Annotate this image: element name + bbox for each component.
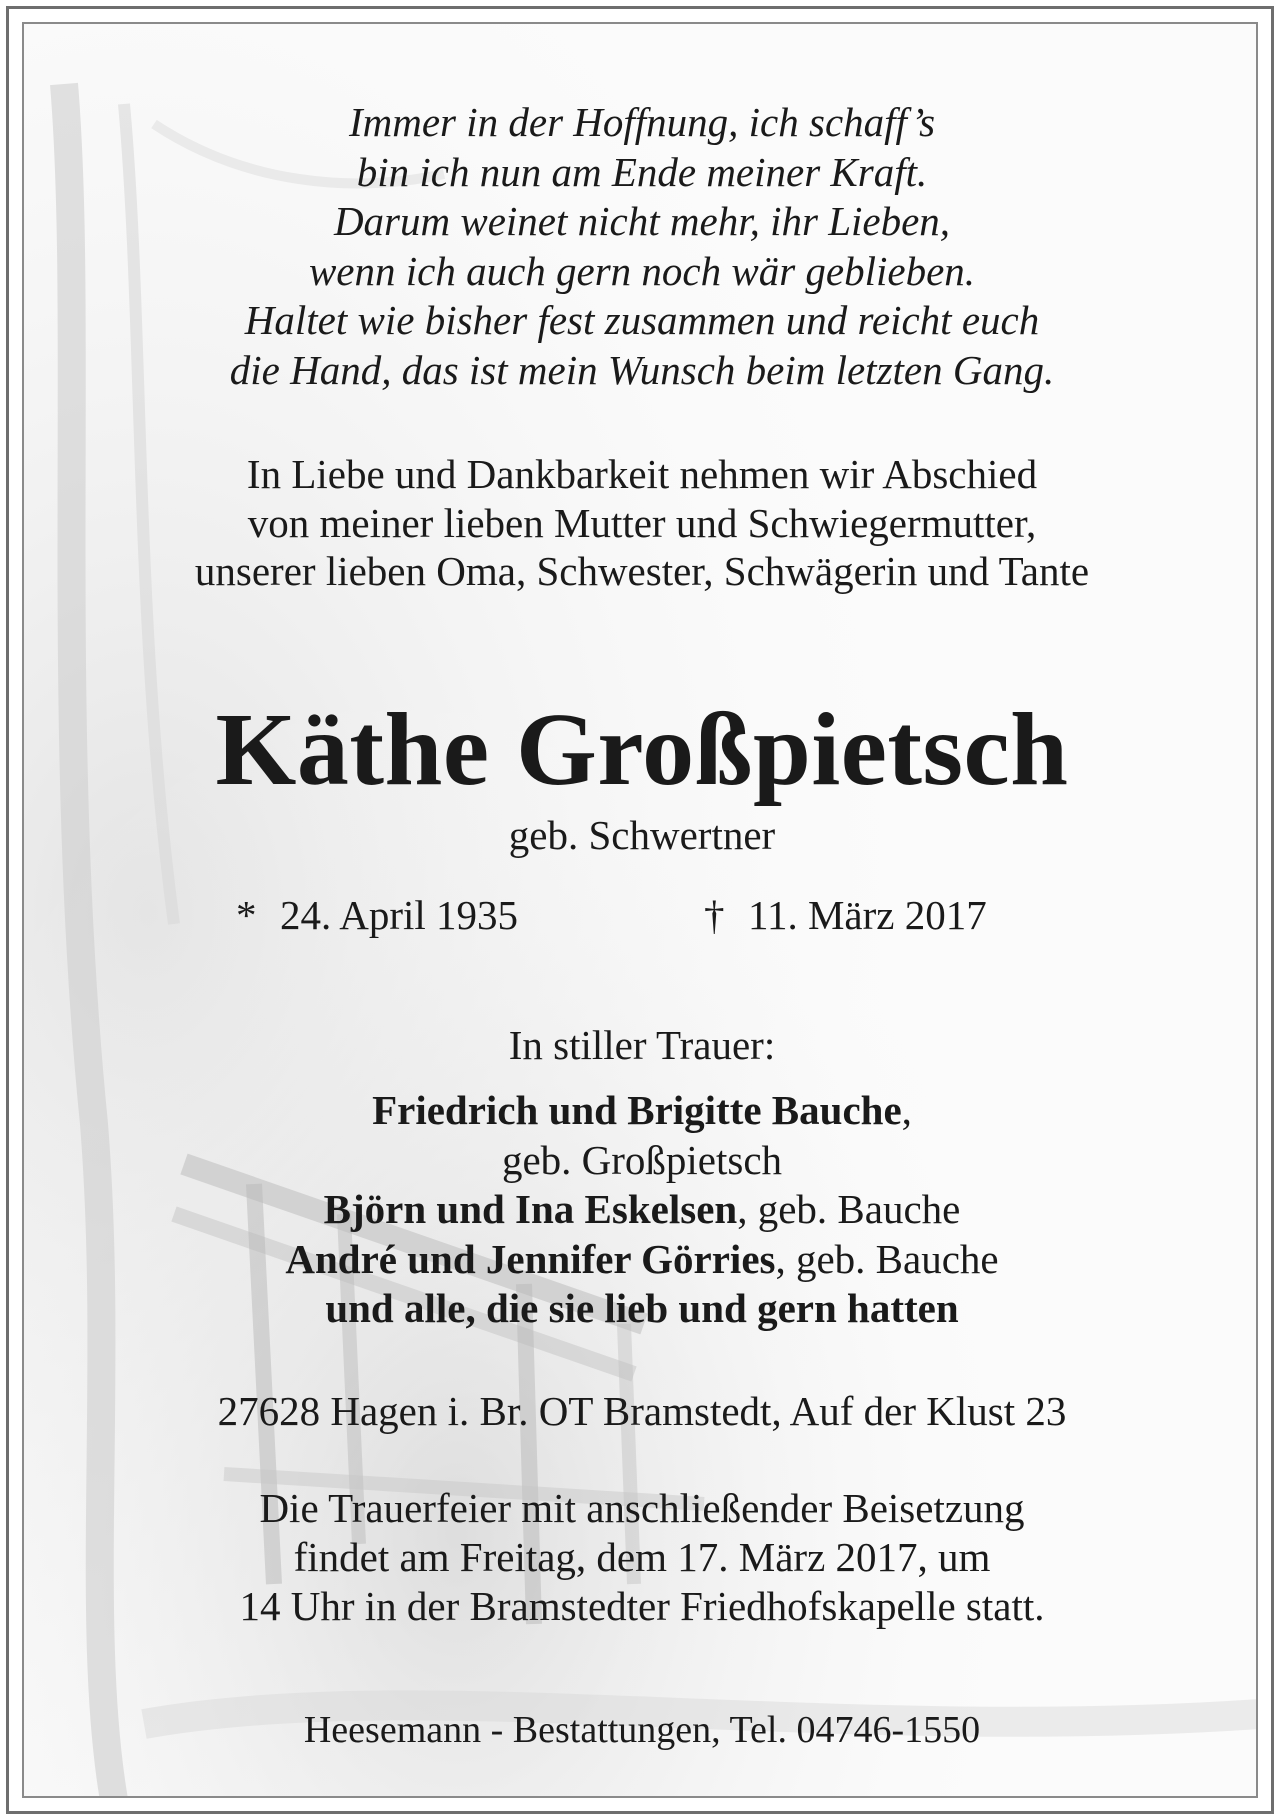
obituary-card bbox=[22, 22, 1258, 1798]
birth-date-group bbox=[236, 890, 518, 940]
ceremony-line: findet am Freitag, dem 17. März 2017, um bbox=[293, 1534, 991, 1580]
poem-line: die Hand, das ist mein Wunsch beim letzten Gang. bbox=[229, 346, 1055, 393]
intro-line: In Liebe und Dankbarkeit nehmen wir Abschied bbox=[246, 451, 1038, 497]
mourner-entry bbox=[24, 1235, 1258, 1285]
mourner-entry bbox=[24, 1284, 1258, 1334]
funeral-notice bbox=[24, 1484, 1258, 1631]
mourner-names: Björn und Ina Eskelsen bbox=[323, 1186, 738, 1232]
mourner-suffix: , bbox=[901, 1087, 912, 1133]
deceased-name: Käthe Großpietsch bbox=[215, 692, 1069, 807]
death-date: 11. März 2017 bbox=[748, 892, 987, 938]
death-date-group bbox=[704, 890, 987, 940]
mourner-names: André und Jennifer Görries bbox=[285, 1235, 776, 1282]
ceremony-line: 14 Uhr in der Bramstedter Friedhofskapelle statt. bbox=[239, 1583, 1045, 1629]
undertaker-contact: Heesemann - Bestattungen, Tel. 04746-1550 bbox=[303, 1709, 981, 1751]
mourners-list bbox=[24, 1086, 1258, 1334]
death-cross-icon: † bbox=[704, 892, 725, 938]
mourner-suffix: , geb. Bauche bbox=[775, 1235, 999, 1282]
family-address: 27628 Hagen i. Br. OT Bramstedt, Auf der Klust 23 bbox=[217, 1388, 1067, 1434]
obituary-content bbox=[24, 24, 1258, 1798]
poem-line: wenn ich auch gern noch wär geblieben. bbox=[308, 247, 976, 294]
birth-date: 24. April 1935 bbox=[280, 892, 519, 938]
birth-name: geb. Schwertner bbox=[508, 812, 776, 858]
mourner-entry bbox=[24, 1086, 1258, 1136]
poem bbox=[24, 98, 1258, 395]
intro-line: von meiner lieben Mutter und Schwiegermutter, bbox=[247, 499, 1037, 546]
mourner-names: Friedrich und Brigitte Bauche bbox=[372, 1087, 902, 1133]
poem-line: Darum weinet nicht mehr, ihr Lieben, bbox=[333, 198, 951, 244]
poem-line: bin ich nun am Ende meiner Kraft. bbox=[356, 148, 928, 195]
mourner-birth-name: geb. Großpietsch bbox=[501, 1136, 783, 1183]
mourner-entry bbox=[24, 1185, 1258, 1235]
poem-line: Haltet wie bisher fest zusammen und reicht euch bbox=[244, 297, 1040, 343]
farewell-intro bbox=[24, 450, 1258, 596]
mourner-names: und alle, die sie lieb und gern hatten bbox=[325, 1285, 959, 1331]
poem-line: Immer in der Hoffnung, ich schaff’s bbox=[348, 99, 936, 145]
birth-star-icon: * bbox=[236, 892, 257, 938]
ceremony-line: Die Trauerfeier mit anschließender Beisetzung bbox=[259, 1485, 1025, 1531]
mourners-heading: In stiller Trauer: bbox=[508, 1022, 776, 1068]
intro-line: unserer lieben Oma, Schwester, Schwägerin und Tante bbox=[194, 548, 1090, 594]
mourner-suffix: , geb. Bauche bbox=[737, 1186, 961, 1232]
